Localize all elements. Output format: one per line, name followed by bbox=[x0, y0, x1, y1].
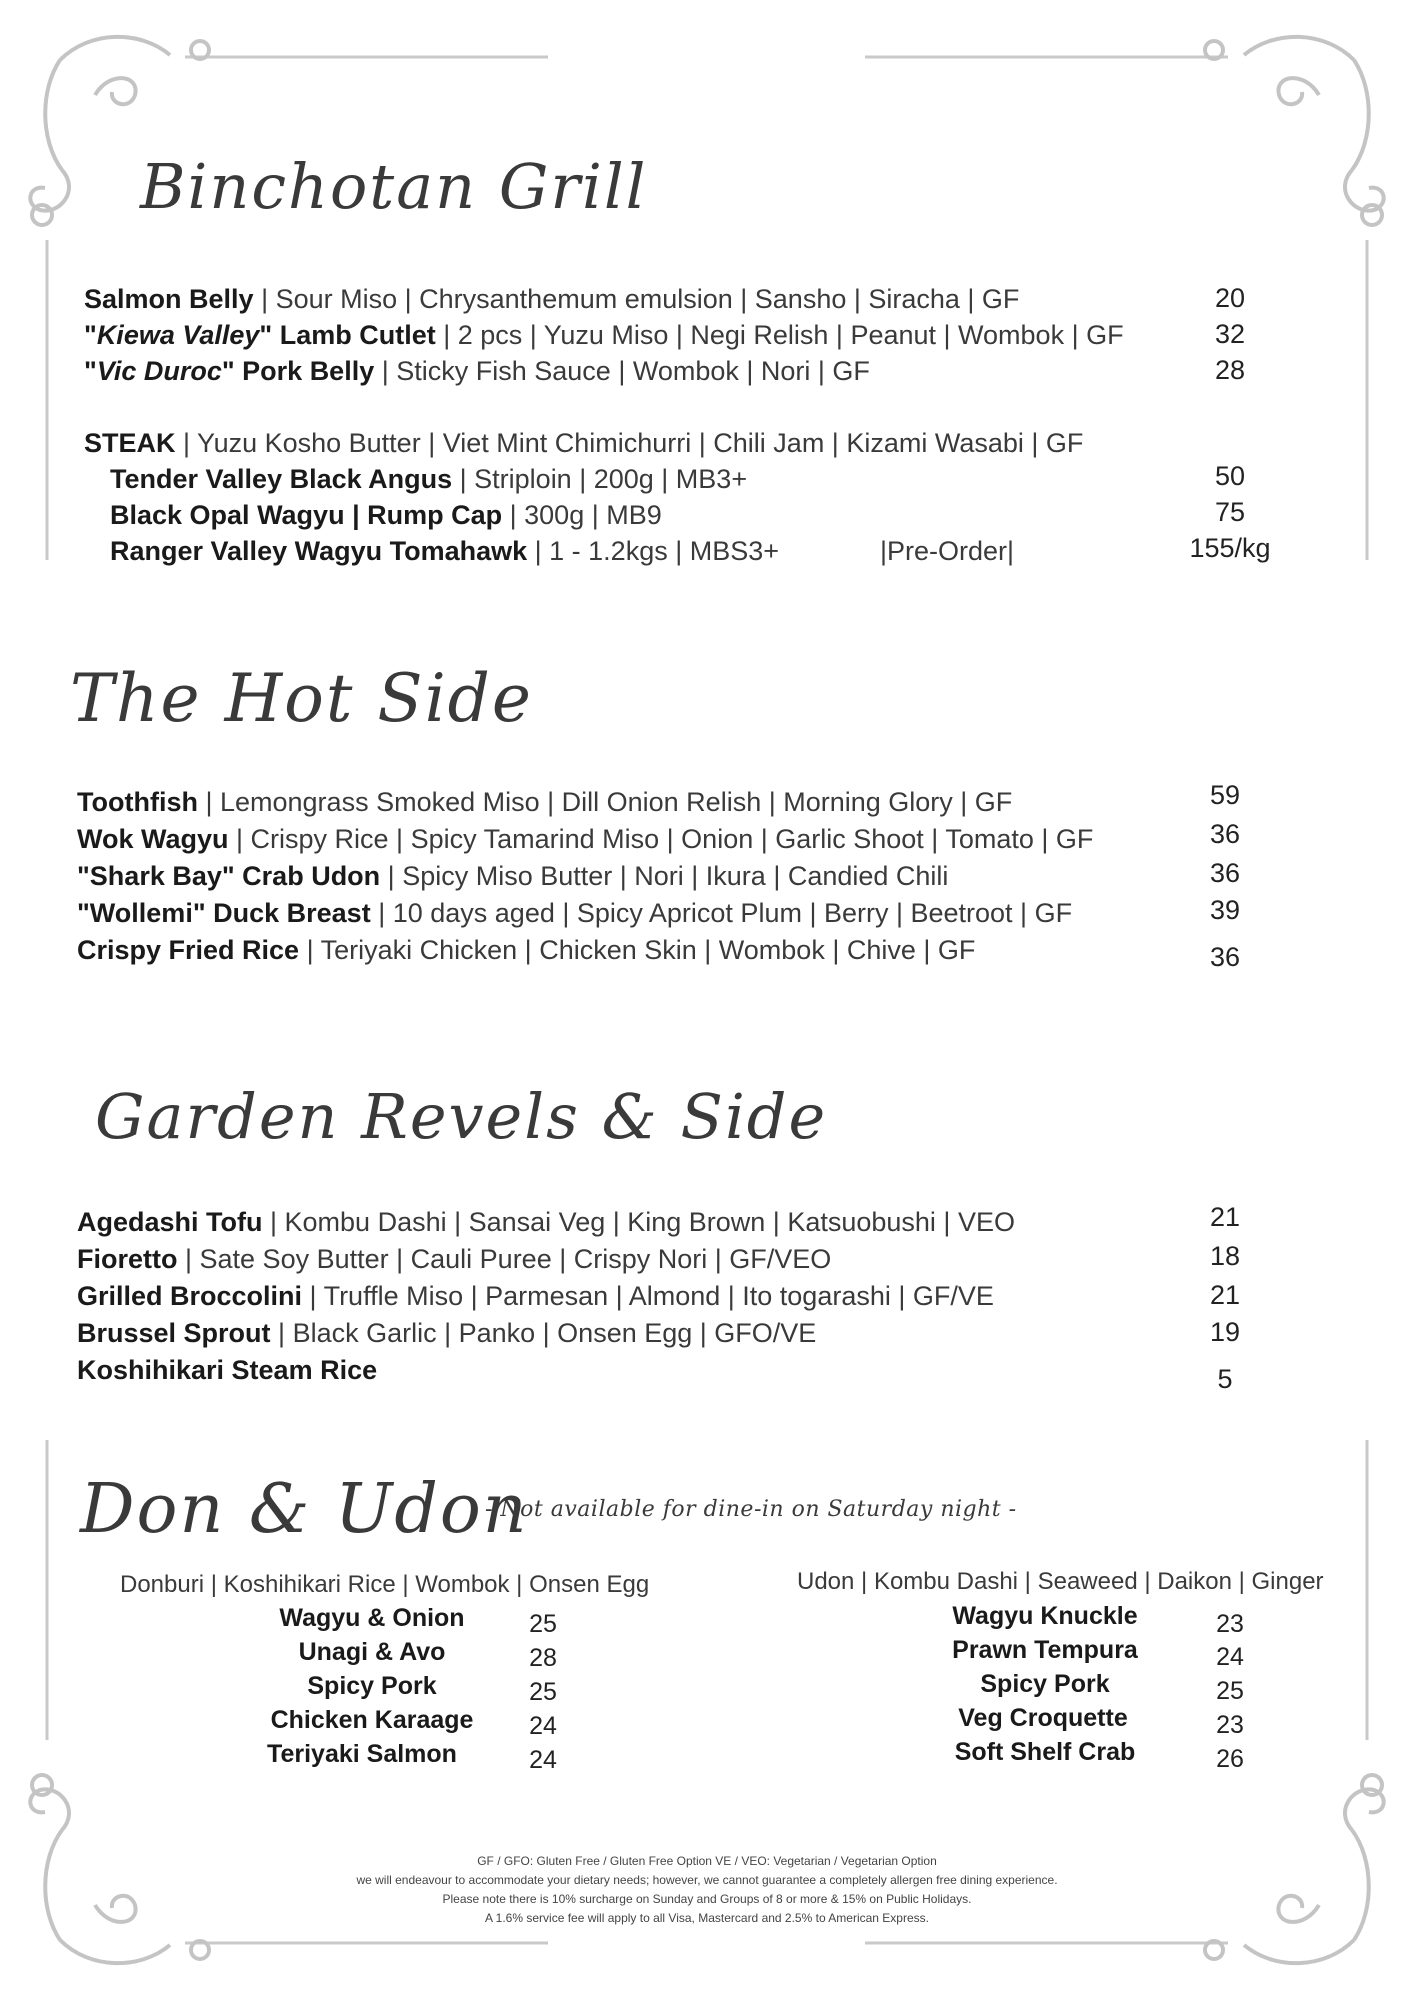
item-desc: | Kombu Dashi | Sansai Veg | King Brown | Katsuobushi | VEO bbox=[262, 1207, 1015, 1237]
menu-item bbox=[77, 1206, 1015, 1238]
udon-item: Wagyu Knuckle bbox=[952, 1602, 1138, 1630]
item-price: 36 bbox=[1209, 819, 1241, 849]
item-name: Brussel Sprout bbox=[77, 1318, 271, 1348]
udon-price: 23 bbox=[1216, 1610, 1244, 1638]
item-price: 21 bbox=[1209, 1280, 1241, 1310]
item-desc: | Crispy Rice | Spicy Tamarind Miso | Onion | Garlic Shoot | Tomato | GF bbox=[228, 824, 1094, 854]
item-desc: | Lemongrass Smoked Miso | Dill Onion Relish | Morning Glory | GF bbox=[197, 787, 1013, 817]
item-desc: | Yuzu Kosho Butter | Viet Mint Chimichurri | Chili Jam | Kizami Wasabi | GF bbox=[175, 428, 1084, 458]
menu-item bbox=[84, 319, 1124, 351]
dietary-footer bbox=[0, 1852, 1414, 1928]
item-desc: | Teriyaki Chicken | Chicken Skin | Wombok | Chive | GF bbox=[299, 935, 976, 965]
item-name: Toothfish bbox=[77, 787, 198, 817]
menu-item bbox=[84, 283, 1019, 315]
udon-item: Prawn Tempura bbox=[952, 1636, 1138, 1664]
menu-item bbox=[84, 355, 870, 387]
item-desc: | 1 - 1.2kgs | MBS3+ bbox=[527, 536, 780, 566]
menu-item bbox=[77, 1280, 994, 1312]
item-price: 18 bbox=[1209, 1241, 1241, 1271]
item-price: 20 bbox=[1214, 283, 1246, 313]
menu-item bbox=[77, 1317, 816, 1349]
item-price: 75 bbox=[1214, 497, 1246, 527]
item-desc: | Spicy Miso Butter | Nori | Ikura | Candied Chili bbox=[380, 861, 949, 891]
menu-item bbox=[77, 897, 1072, 929]
item-desc: | 2 pcs | Yuzu Miso | Negi Relish | Peanut | Wombok | GF bbox=[435, 320, 1124, 350]
footer-card-fee: A 1.6% service fee will apply to all Visa, Mastercard and 2.5% to American Express. bbox=[485, 1911, 929, 1925]
donburi-price: 28 bbox=[529, 1644, 557, 1672]
donburi-price: 25 bbox=[529, 1678, 557, 1706]
footer-allergen: we will endeavour to accommodate your dietary needs; however, we cannot guarantee a completely allergen free dining experience. bbox=[356, 1873, 1058, 1887]
item-name: Fioretto bbox=[77, 1244, 178, 1274]
section-title-binchotan: Binchotan Grill bbox=[140, 150, 648, 223]
udon-heading: Udon | Kombu Dashi | Seaweed | Daikon | Ginger bbox=[797, 1568, 1324, 1595]
donburi-item: Spicy Pork bbox=[307, 1672, 437, 1700]
item-name: " Lamb Cutlet bbox=[259, 320, 436, 350]
menu-item bbox=[77, 786, 1012, 818]
item-name: Ranger Valley Wagyu Tomahawk bbox=[110, 536, 528, 566]
menu-item bbox=[77, 823, 1093, 855]
item-price: 59 bbox=[1209, 780, 1241, 810]
section-title-hotside: The Hot Side bbox=[70, 660, 533, 737]
donburi-price: 24 bbox=[529, 1712, 557, 1740]
item-name-origin: Vic Duroc bbox=[96, 356, 222, 386]
item-desc: | 300g | MB9 bbox=[502, 500, 662, 530]
donburi-item: Chicken Karaage bbox=[270, 1706, 474, 1734]
item-desc: | Truffle Miso | Parmesan | Almond | Ito togarashi | GF/VE bbox=[302, 1281, 994, 1311]
donburi-heading: Donburi | Koshihikari Rice | Wombok | Onsen Egg bbox=[120, 1571, 650, 1598]
item-desc: | Striploin | 200g | MB3+ bbox=[452, 464, 748, 494]
item-name-origin: Kiewa Valley bbox=[96, 320, 260, 350]
section-title-don: Don & Udon bbox=[80, 1470, 529, 1549]
item-name: Crispy Fried Rice bbox=[77, 935, 300, 965]
steak-cut bbox=[110, 535, 779, 567]
menu-item bbox=[77, 1243, 831, 1275]
menu-item bbox=[77, 1354, 377, 1386]
item-name: Agedashi Tofu bbox=[77, 1207, 263, 1237]
steak-cut bbox=[110, 463, 747, 495]
don-availability-note: - Not available for dine-in on Saturday night - bbox=[485, 1497, 1017, 1522]
item-price: 39 bbox=[1209, 895, 1241, 925]
item-name: STEAK bbox=[84, 428, 176, 458]
item-name: "Wollemi" Duck Breast bbox=[77, 898, 371, 928]
donburi-item: Unagi & Avo bbox=[298, 1638, 446, 1666]
menu-item bbox=[77, 860, 948, 892]
item-desc: | Sticky Fish Sauce | Wombok | Nori | GF bbox=[374, 356, 870, 386]
item-name: Grilled Broccolini bbox=[77, 1281, 303, 1311]
menu-item bbox=[77, 934, 975, 966]
udon-price: 26 bbox=[1216, 1745, 1244, 1773]
item-price: 155/kg bbox=[1189, 533, 1271, 563]
donburi-item: Teriyaki Salmon bbox=[267, 1740, 457, 1768]
udon-item: Soft Shelf Crab bbox=[954, 1738, 1136, 1766]
quote-mark: " bbox=[84, 356, 97, 386]
section-title-garden: Garden Revels & Side bbox=[95, 1080, 828, 1153]
udon-price: 23 bbox=[1216, 1711, 1244, 1739]
steak-heading bbox=[84, 427, 1083, 459]
item-price: 28 bbox=[1214, 355, 1246, 385]
item-name: Koshihikari Steam Rice bbox=[77, 1355, 378, 1385]
donburi-price: 24 bbox=[529, 1746, 557, 1774]
udon-item: Spicy Pork bbox=[980, 1670, 1110, 1698]
footer-surcharge: Please note there is 10% surcharge on Sunday and Groups of 8 or more & 15% on Public Holidays. bbox=[442, 1892, 972, 1906]
footer-legend: GF / GFO: Gluten Free / Gluten Free Option VE / VEO: Vegetarian / Vegetarian Option bbox=[477, 1854, 937, 1868]
item-name: Wok Wagyu bbox=[77, 824, 229, 854]
item-price: 32 bbox=[1214, 319, 1246, 349]
item-name: "Shark Bay" Crab Udon bbox=[77, 861, 381, 891]
item-name: Tender Valley Black Angus bbox=[110, 464, 453, 494]
item-name: Salmon Belly bbox=[84, 284, 254, 314]
pre-order-note: |Pre-Order| bbox=[880, 536, 1015, 566]
item-desc: | 10 days aged | Spicy Apricot Plum | Berry | Beetroot | GF bbox=[370, 898, 1073, 928]
quote-mark: " bbox=[84, 320, 97, 350]
item-desc: | Sate Soy Butter | Cauli Puree | Crispy Nori | GF/VEO bbox=[177, 1244, 832, 1274]
donburi-item: Wagyu & Onion bbox=[279, 1604, 465, 1632]
item-price: 5 bbox=[1217, 1364, 1233, 1394]
item-desc: | Black Garlic | Panko | Onsen Egg | GFO/VE bbox=[270, 1318, 817, 1348]
item-name: " Pork Belly bbox=[221, 356, 375, 386]
donburi-price: 25 bbox=[529, 1610, 557, 1638]
item-price: 50 bbox=[1214, 461, 1246, 491]
item-name: Black Opal Wagyu | Rump Cap bbox=[110, 500, 503, 530]
udon-item: Veg Croquette bbox=[958, 1704, 1128, 1732]
item-price: 19 bbox=[1209, 1317, 1241, 1347]
steak-cut bbox=[110, 499, 662, 531]
item-price: 36 bbox=[1209, 858, 1241, 888]
item-price: 21 bbox=[1209, 1202, 1241, 1232]
udon-price: 25 bbox=[1216, 1677, 1244, 1705]
item-desc: | Sour Miso | Chrysanthemum emulsion | Sansho | Siracha | GF bbox=[253, 284, 1020, 314]
item-price: 36 bbox=[1209, 942, 1241, 972]
udon-price: 24 bbox=[1216, 1643, 1244, 1671]
